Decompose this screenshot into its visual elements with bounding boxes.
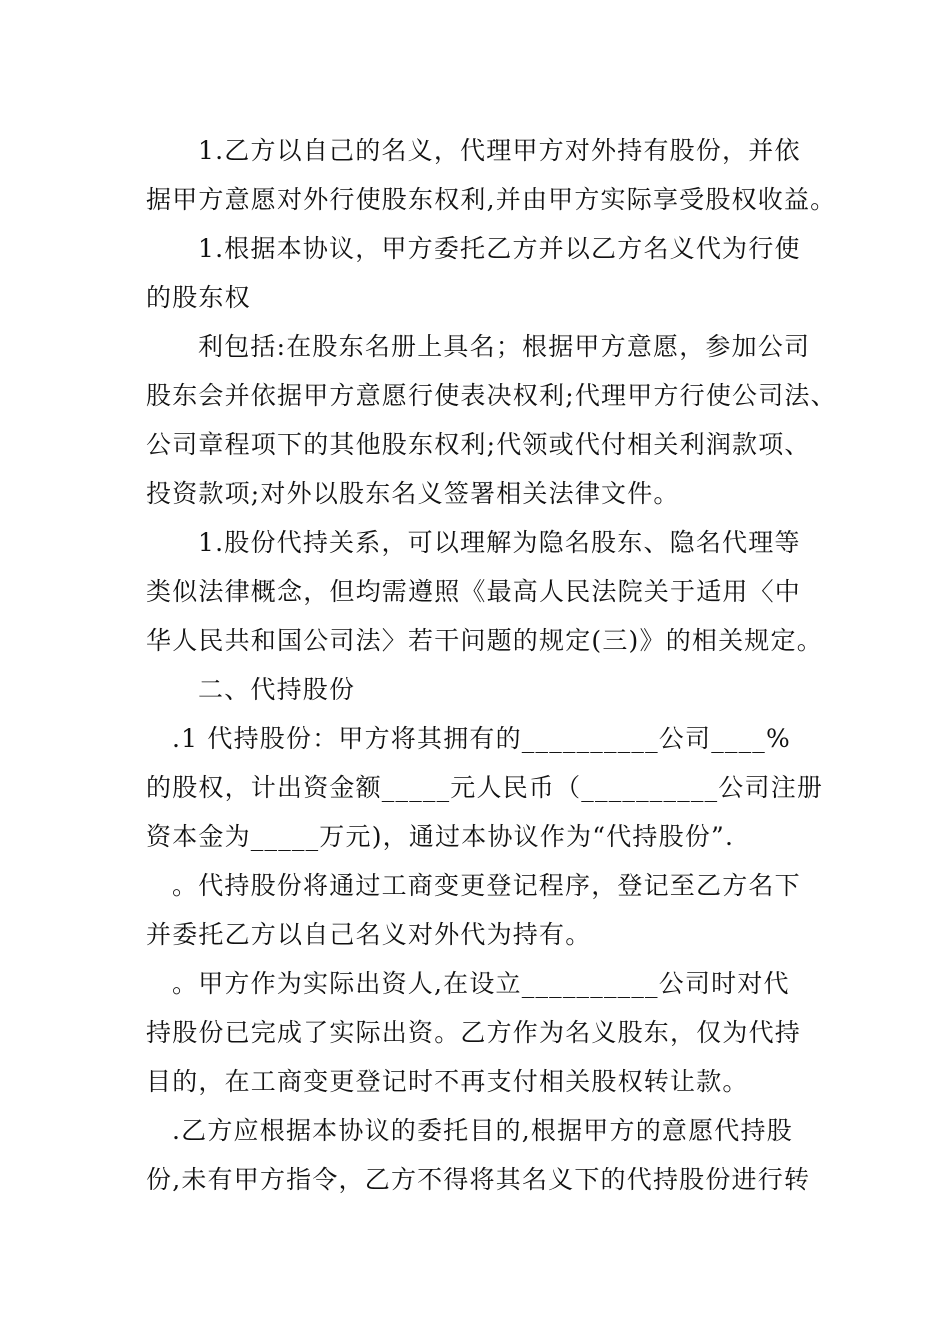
text-line: 1.根据本协议，甲方委托乙方并以乙方名义代为行使 [198,234,801,263]
document-body [146,126,837,1204]
text-line: 投资款项;对外以股东名义签署相关法律文件。 [146,479,680,508]
text-line: .1 代持股份：甲方将其拥有的__________公司____% [172,724,791,753]
text-line: 类似法律概念，但均需遵照《最高人民法院关于适用〈中 [146,577,802,606]
text-line: 的股权，计出资金额_____元人民币（__________公司注册 [146,773,824,802]
text-line: 公司章程项下的其他股东权利;代领或代付相关利润款项、 [146,430,811,459]
text-line: 据甲方意愿对外行使股东权利,并由甲方实际享受股权收益。 [146,185,837,214]
text-line: 持股份已完成了实际出资。乙方作为名义股东，仅为代持 [146,1018,802,1047]
text-line: 份,未有甲方指令，乙方不得将其名义下的代持股份进行转 [146,1165,811,1194]
text-line: 利包括:在股东名册上具名；根据甲方意愿，参加公司 [198,332,811,361]
text-line: 。代持股份将通过工商变更登记程序，登记至乙方名下 [172,871,801,900]
text-line: 资本金为_____万元)，通过本协议作为“代持股份”. [146,822,735,851]
section-heading: 二、代持股份 [198,675,356,704]
text-line: 。甲方作为实际出资人,在设立__________公司时对代 [172,969,790,998]
text-line: 并委托乙方以自己名义对外代为持有。 [146,920,592,949]
text-line: 华人民共和国公司法〉若干问题的规定(三)》的相关规定。 [146,626,823,655]
text-line: 目的，在工商变更登记时不再支付相关股权转让款。 [146,1067,749,1096]
text-line: 股东会并依据甲方意愿行使表决权利;代理甲方行使公司法、 [146,381,837,410]
text-line: 的股东权 [146,283,251,312]
text-line: 1.乙方以自己的名义，代理甲方对外持有股份，并依 [198,136,801,165]
text-line: 1.股份代持关系，可以理解为隐名股东、隐名代理等 [198,528,801,557]
text-line: .乙方应根据本协议的委托目的,根据甲方的意愿代持股 [172,1116,793,1145]
